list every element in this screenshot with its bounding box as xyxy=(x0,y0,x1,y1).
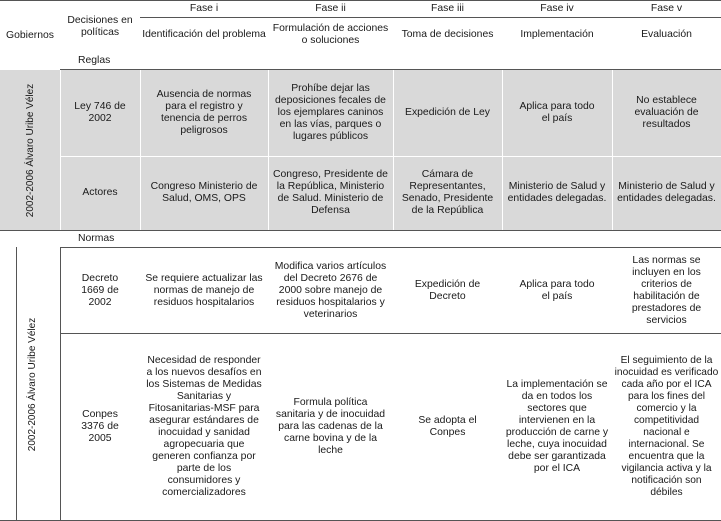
phase-1-desc: Identificación del problema xyxy=(142,29,266,40)
conpes-3376-fase-3: Se adopta el Conpes xyxy=(418,415,477,438)
phase-3-desc: Toma de decisiones xyxy=(401,29,494,40)
phase-4-name: Fase iv xyxy=(540,3,574,14)
decreto-1669-fase-3: Expedición de Decreto xyxy=(414,278,481,302)
phase-5-desc: Evaluación xyxy=(641,29,692,40)
row-label-ley-746: Ley 746 de 2002 xyxy=(74,101,126,124)
actores-fase-4: Ministerio de Salud y entidades delegadas. xyxy=(507,181,607,204)
reglas-government-label: 2002-2006 Álvaro Uribe Vélez xyxy=(25,83,37,217)
conpes-3376-fase-1: Necesidad de responder a los nuevos desafíos en los Sistemas de Medidas Sanitarias y Fitosanitarias-MSF para asegurar estándares de inocuidad y sanidad agropecuaria que generen confianza por parte de los consumidores y comercializadores xyxy=(146,355,262,498)
ley-746-fase-2: Prohíbe dejar las deposiciones fecales de los ejemplares caninos en las vías, parques o lugares públicos xyxy=(275,83,386,142)
phase-1-name: Fase i xyxy=(189,3,219,14)
phase-2-name: Fase ii xyxy=(315,3,346,14)
normas-government xyxy=(18,248,48,520)
decreto-1669-fase-5: Las normas se incluyen en los criterios de habilitación de prestadores de servicios xyxy=(631,254,702,326)
conpes-3376-fase-2: Formula política sanitaria y de inocuidad para las cadenas de la carne bovina y de la leche xyxy=(275,397,386,456)
row-label-conpes-3376: Conpes 3376 de 2005 xyxy=(81,409,119,444)
phase-5-name: Fase v xyxy=(650,3,683,14)
header-decisiones: Decisiones en políticas xyxy=(67,15,133,38)
decreto-1669-fase-1: Se requiere actualizar las normas de manejo de residuos hospitalarios xyxy=(145,272,263,308)
reglas-government xyxy=(16,70,46,230)
phase-4-desc: Implementación xyxy=(520,29,594,40)
decreto-1669-fase-2: Modifica varios artículos del Decreto 2676 de 2000 sobre manejo de residuos hospitalarios y veterinarios xyxy=(274,260,387,320)
conpes-3376-fase-5: El seguimiento de la inocuidad es verificado cada año por el ICA para los fines del comercio y la competitividad nacional e internacional. Se encuentra que la vigilancia activa y la notificación son débiles xyxy=(614,355,719,498)
rule-under-normas-title xyxy=(60,247,721,248)
actores-fase-5: Ministerio de Salud y entidades delegadas. xyxy=(617,181,716,204)
ley-746-fase-1: Ausencia de normas para el registro y tenencia de perros peligrosos xyxy=(156,89,252,136)
normas-government-label: 2002-2006 Álvaro Uribe Vélez xyxy=(27,317,39,451)
actores-fase-2: Congreso, Presidente de la República, Ministerio de Salud. Ministerio de Defensa xyxy=(273,169,388,216)
decreto-1669-fase-4: Aplica para todo el país xyxy=(519,278,595,302)
ley-746-fase-5: No establece evaluación de resultados xyxy=(634,95,699,130)
rule-between-normas-rows xyxy=(60,333,721,334)
rule-top xyxy=(0,0,721,1)
phase-3-name: Fase iii xyxy=(431,3,464,14)
conpes-3376-fase-4: La implementación se da en todos los sectores que intervienen en la producción de carne y leche, cuya inocuidad debe ser garantizada por el ICA xyxy=(505,379,609,474)
row-label-decreto-1669: Decreto 1669 de 2002 xyxy=(81,272,119,308)
header-gobiernos: Gobiernos xyxy=(6,30,54,41)
actores-fase-1: Congreso Ministerio de Salud, OMS, OPS xyxy=(150,181,258,204)
section-title-normas: Normas xyxy=(78,233,115,244)
ley-746-fase-4: Aplica para todo el país xyxy=(519,101,595,124)
normas-divider-0 xyxy=(16,247,17,520)
phase-2-desc: Formulación de acciones o soluciones xyxy=(272,23,389,46)
ley-746-fase-3: Expedición de Ley xyxy=(405,107,490,118)
section-title-reglas: Reglas xyxy=(78,55,111,66)
actores-fase-3: Cámara de Representantes, Senado, Presidente de la República xyxy=(401,169,494,216)
row-label-actores: Actores xyxy=(82,187,118,198)
rule-under-phase-names xyxy=(140,17,721,18)
rule-under-reglas-title xyxy=(60,69,721,70)
rule-end-reglas xyxy=(0,230,721,231)
